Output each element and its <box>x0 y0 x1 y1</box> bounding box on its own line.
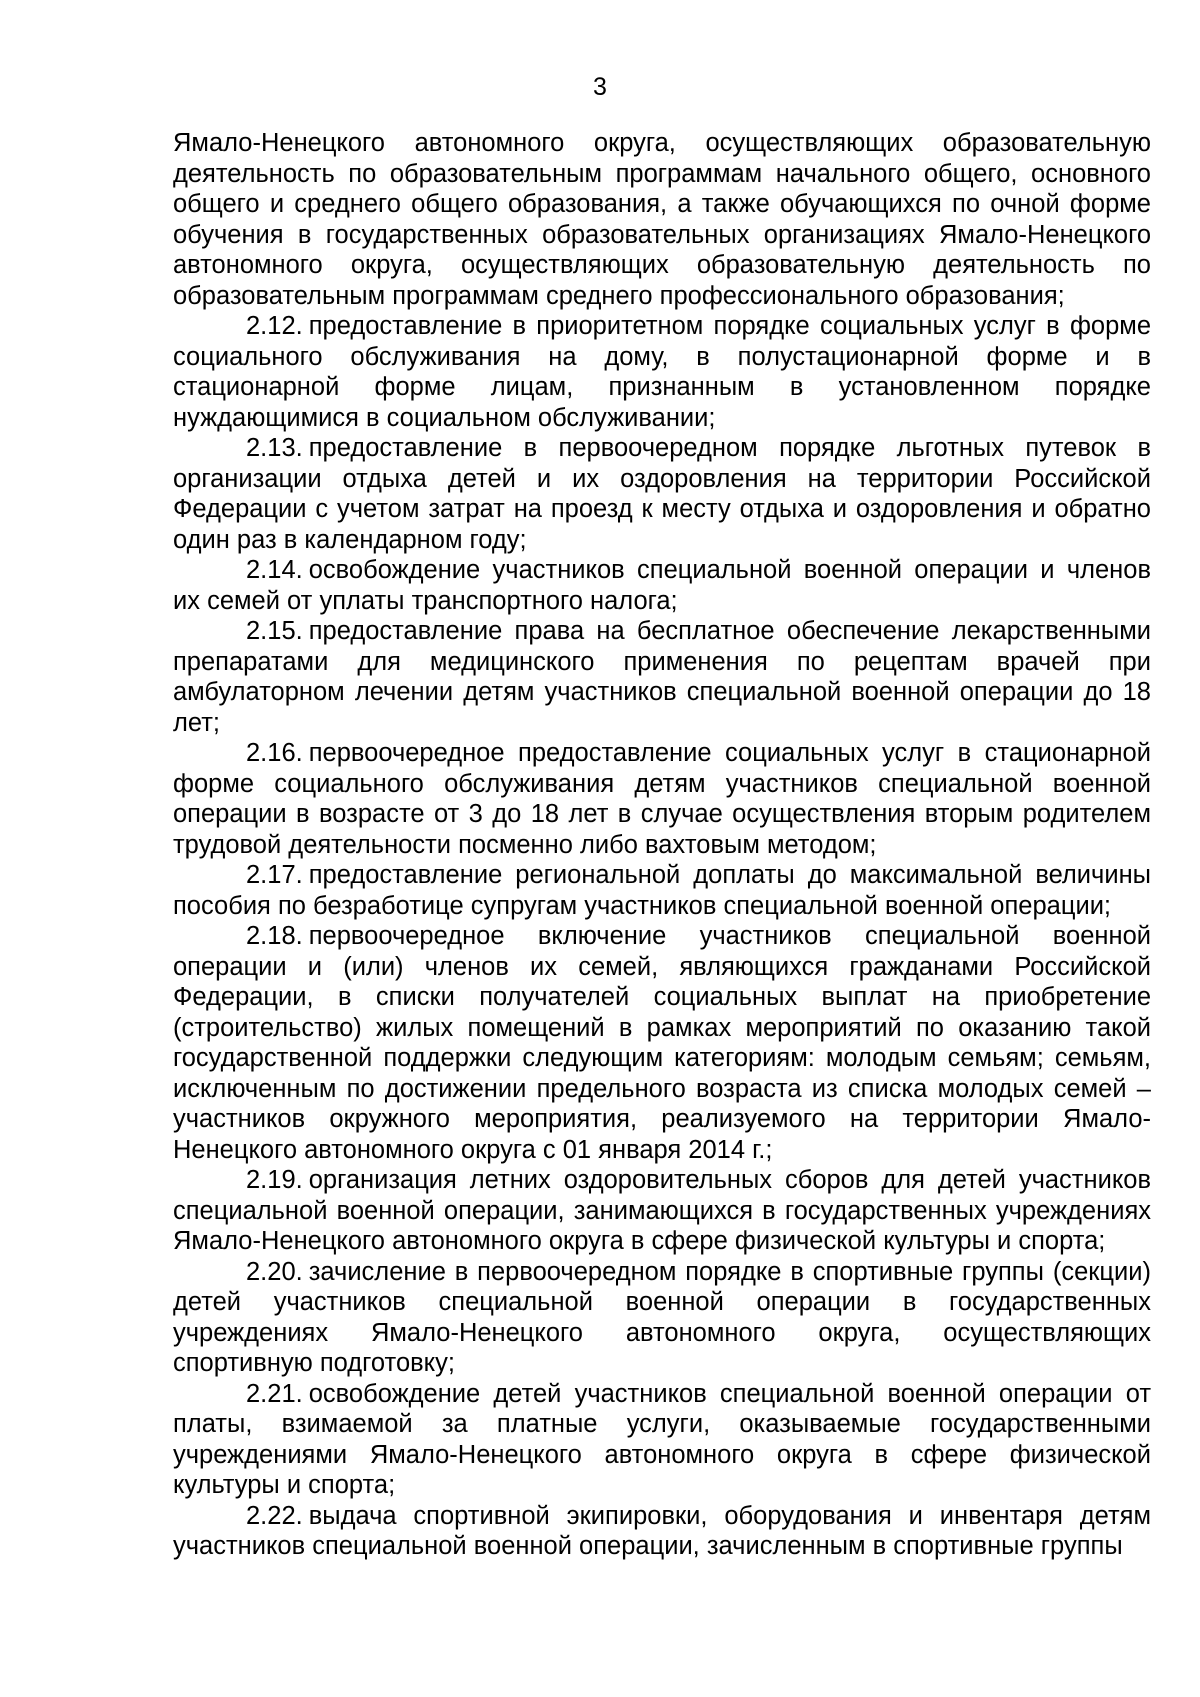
list-item <box>173 1501 1151 1562</box>
item-text: организация летних оздоровительных сборов для детей участников специальной военной операции, занимающихся в государственных учреждениях Ямало-Ненецкого автономного округа в сфере физической культуры и спорта; <box>173 1166 1151 1255</box>
item-number: 2.21. <box>246 1379 303 1408</box>
item-number: 2.12. <box>246 312 303 340</box>
item-text: выдача спортивной экипировки, оборудования и инвентаря детям участников специальной военной операции, зачисленным в спортивные группы <box>173 1501 1151 1560</box>
list-item <box>173 555 1151 616</box>
item-number: 2.18. <box>246 922 303 950</box>
list-item <box>173 860 1151 921</box>
item-number: 2.17. <box>246 861 303 889</box>
item-text: освобождение детей участников специальной военной операции от платы, взимаемой за платные услуги, оказываемые государственными учреждениями Ямало-Ненецкого автономного округа в сфере физической культуры и спорта; <box>173 1379 1151 1499</box>
page-number: 3 <box>593 73 607 101</box>
item-number: 2.22. <box>246 1501 303 1530</box>
item-text: предоставление права на бесплатное обеспечение лекарственными препаратами для медицинского применения по рецептам врачей при амбулаторном лечении детям участников специальной военной операции до 18 лет; <box>173 617 1151 737</box>
item-text: предоставление в приоритетном порядке социальных услуг в форме социального обслуживания на дому, в полустационарной форме и в стационарной форме лицам, признанным в установленном порядке нуждающимися в социальном обслуживании; <box>173 312 1151 432</box>
item-number: 2.20. <box>246 1257 303 1286</box>
item-number: 2.13. <box>246 434 303 462</box>
item-text: предоставление региональной доплаты до максимальной величины пособия по безработице супругам участников специальной военной операции; <box>173 861 1151 920</box>
list-item <box>173 1379 1151 1501</box>
item-text: первоочередное включение участников специальной военной операции и (или) членов их семей, являющихся гражданами Российской Федерации, в списки получателей социальных выплат на приобретение (строительство) жилых помещений в рамках мероприятий по оказанию такой государственной поддержки следующим категориям: молодым семьям; семьям, исключенным по достижении предельного возраста из списка молодых семей – участников окружного мероприятия, реализуемого на территории Ямало-Ненецкого автономного округа с 01 января 2014 г.; <box>173 922 1151 1164</box>
list-item <box>173 616 1151 738</box>
document-body <box>173 128 1151 1562</box>
list-item <box>173 433 1151 555</box>
item-text: первоочередное предоставление социальных услуг в стационарной форме социального обслуживания детям участников специальной военной операции в возрасте от 3 до 18 лет в случае осуществления вторым родителем трудовой деятельности посменно либо вахтовым методом; <box>173 739 1151 859</box>
item-number: 2.19. <box>246 1166 303 1194</box>
item-list <box>173 311 1151 1562</box>
list-item <box>173 1165 1151 1257</box>
item-number: 2.15. <box>246 617 303 645</box>
list-item <box>173 311 1151 433</box>
item-text: зачисление в первоочередном порядке в спортивные группы (секции) детей участников специальной военной операции в государственных учреждениях Ямало-Ненецкого автономного округа, осуществляющих спортивную подготовку; <box>173 1257 1151 1377</box>
item-text: освобождение участников специальной военной операции и членов их семей от уплаты транспортного налога; <box>173 556 1151 615</box>
item-text: предоставление в первоочередном порядке льготных путевок в организации отдыха детей и их оздоровления на территории Российской Федерации с учетом затрат на проезд к месту отдыха и оздоровления и обратно один раз в календарном году; <box>173 434 1151 554</box>
item-number: 2.14. <box>246 556 303 584</box>
list-item <box>173 738 1151 860</box>
item-number: 2.16. <box>246 739 303 767</box>
list-item <box>173 921 1151 1165</box>
list-item <box>173 1257 1151 1379</box>
intro-paragraph: Ямало-Ненецкого автономного округа, осуществляющих образовательную деятельность по образовательным программам начального общего, основного общего и среднего общего образования, а также обучающихся по очной форме обучения в государственных образовательных организациях Ямало-Ненецкого автономного округа, осуществляющих образовательную деятельность по образовательным программам среднего профессионального образования; <box>173 129 1151 310</box>
